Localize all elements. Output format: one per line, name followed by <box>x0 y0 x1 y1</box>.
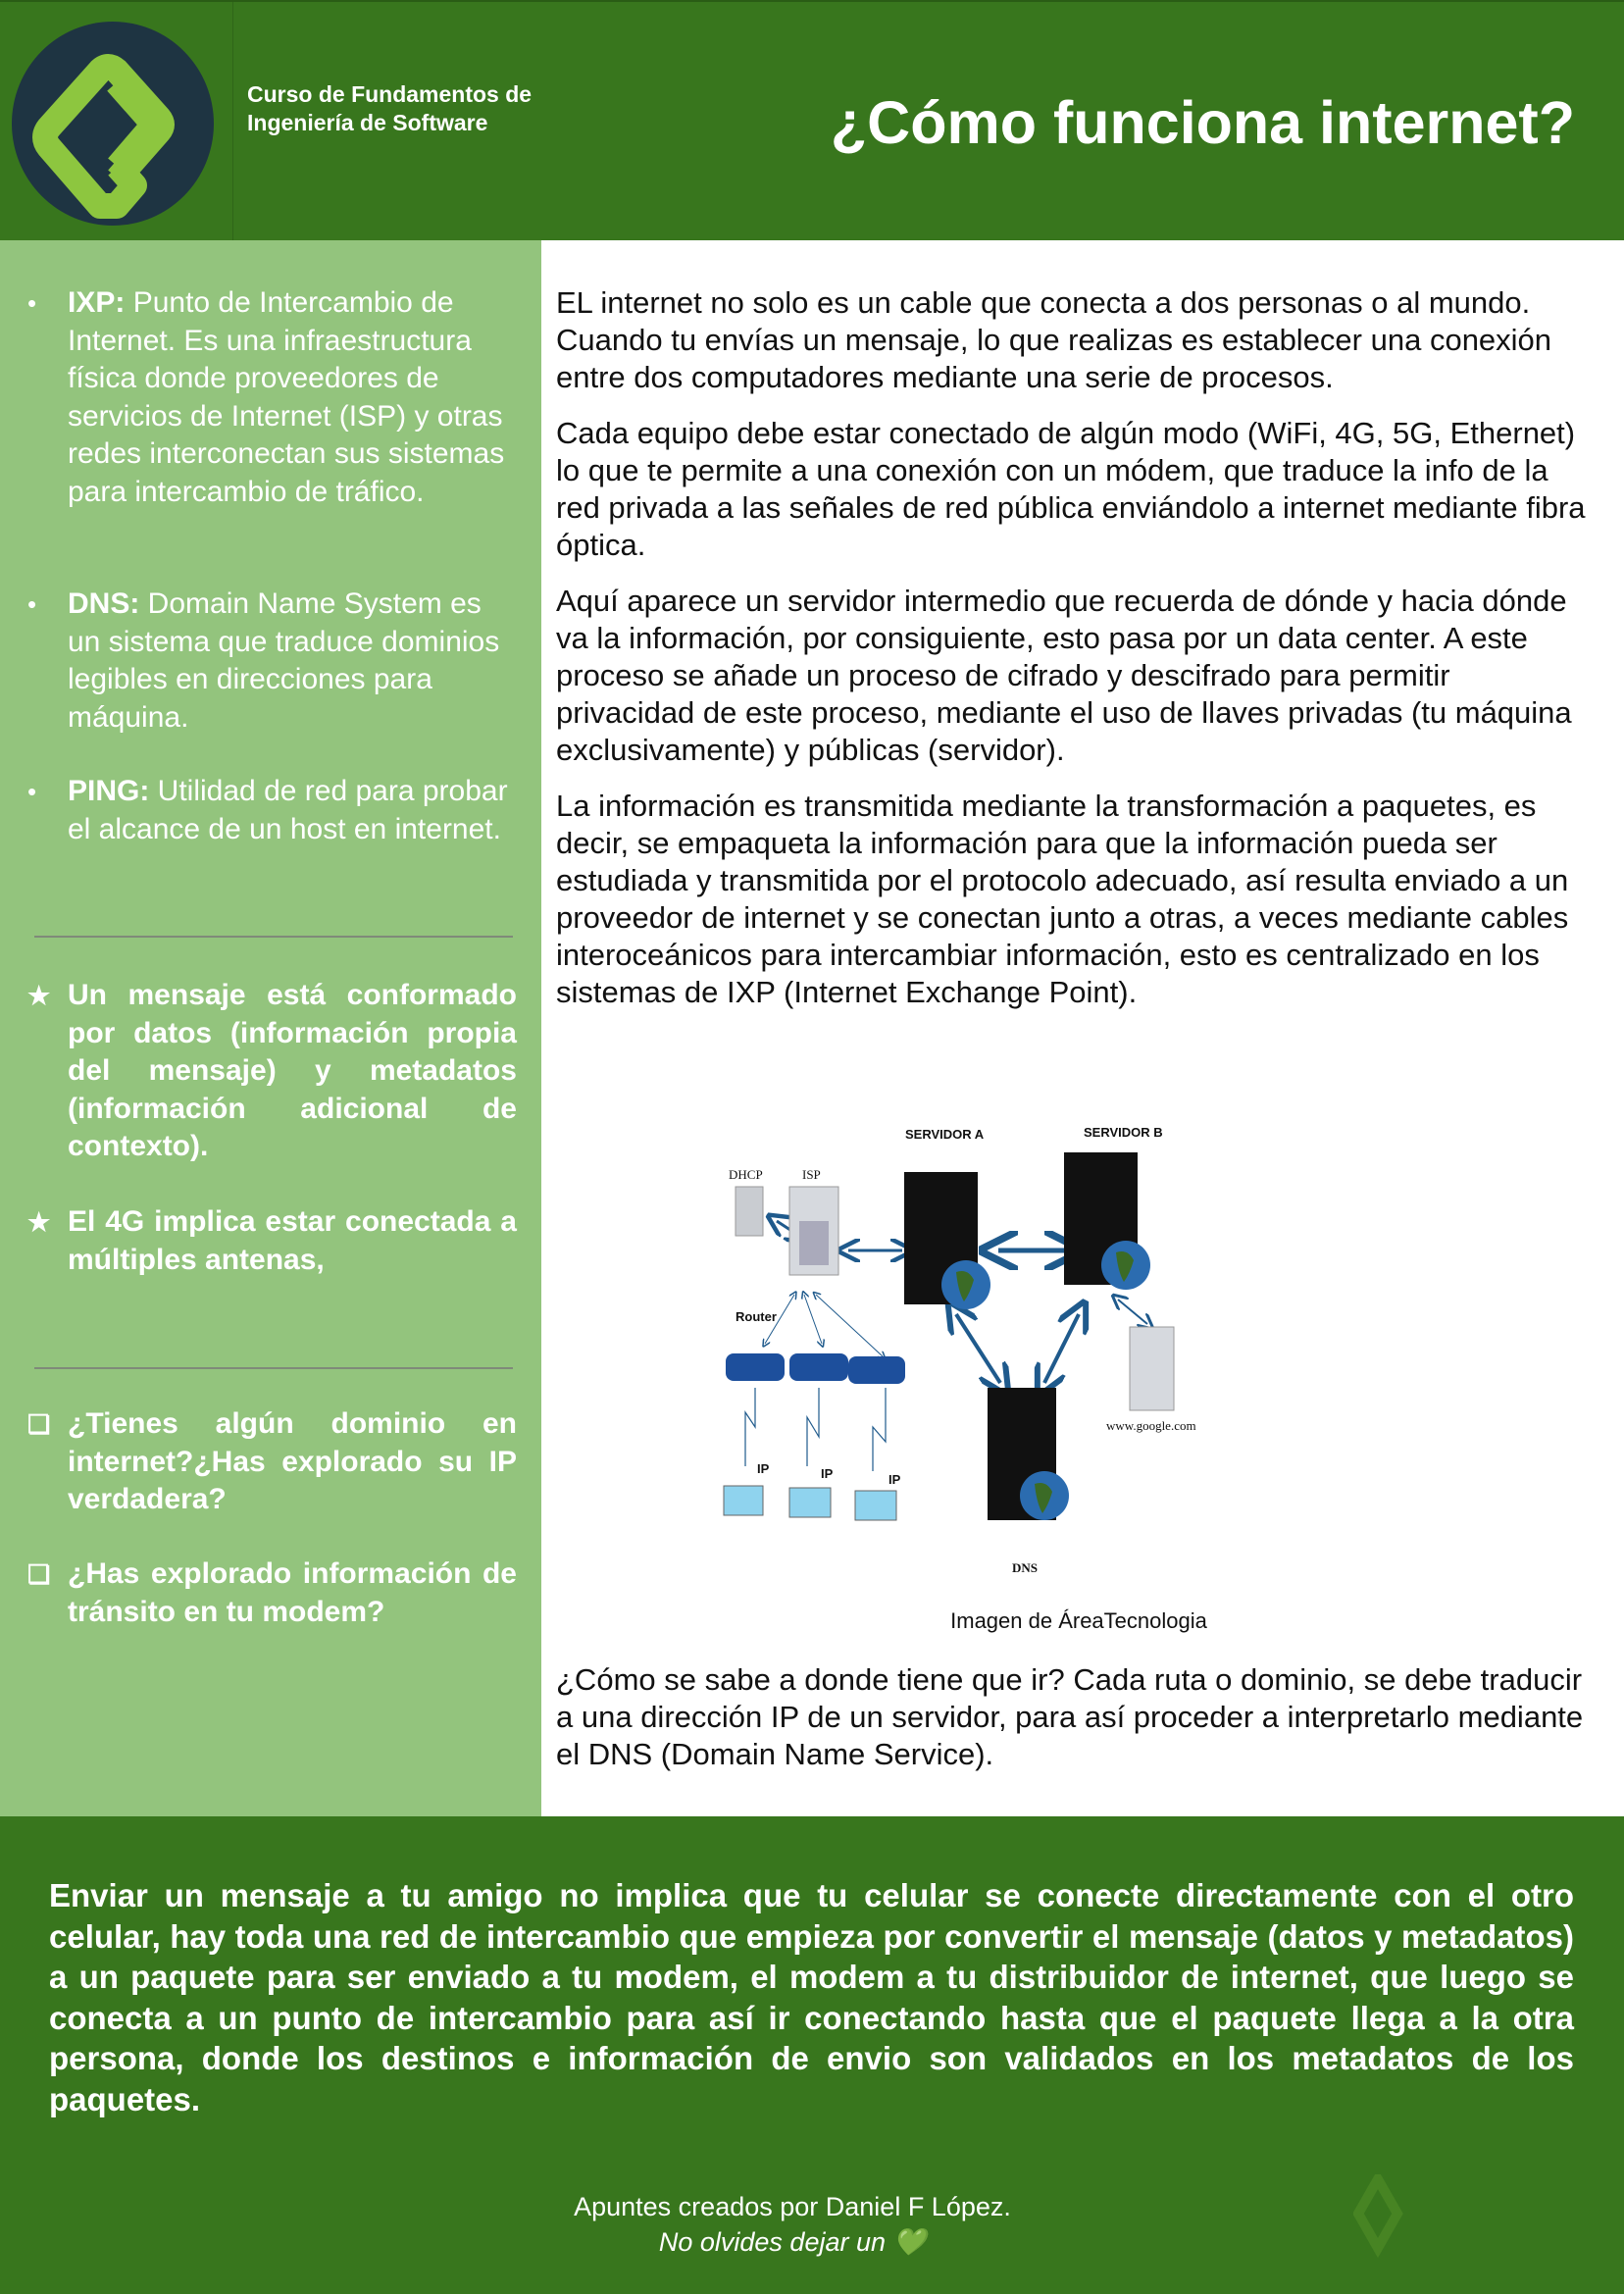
link-b-dns <box>1044 1314 1079 1383</box>
isp-server-icon <box>789 1187 838 1275</box>
network-diagram <box>706 1103 1451 1599</box>
divider <box>34 936 513 938</box>
google-server-icon <box>1130 1327 1174 1410</box>
header <box>0 0 1624 240</box>
figure-caption: Imagen de ÁreaTecnologia <box>950 1608 1207 1633</box>
label-google: www.google.com <box>1106 1418 1196 1433</box>
dhcp-server-icon <box>736 1187 763 1236</box>
paragraph: EL internet no solo es un cable que conecta a dos personas o al mundo. Cuando tu envías un mensaje, lo que realizas es establecer una conexión entre dos computadores mediante una serie de procesos. <box>556 285 1552 394</box>
definition-ixp <box>0 284 541 511</box>
router-icons <box>726 1353 905 1384</box>
bullet-icon: • <box>27 288 37 318</box>
header-divider <box>232 2 233 242</box>
term: DNS: <box>68 587 140 620</box>
link-a-dns <box>956 1314 1000 1383</box>
link-isp-router <box>804 1295 822 1344</box>
credit: Apuntes creados por Daniel F López. <box>574 2192 1011 2221</box>
definition-text: Domain Name System es un sistema que traduce dominios legibles en direcciones para máquina. <box>68 587 500 734</box>
main-content <box>556 284 1596 1030</box>
question-text: ¿Has explorado información de tránsito en tu modem? <box>68 1557 517 1628</box>
server-b-icon <box>1064 1152 1150 1290</box>
paragraph: Aquí aparece un servidor intermedio que recuerda de dónde y hacia dónde va la información, por consiguiente, esto pasa por un data center. A este proceso se añade un proceso de cifrado y descifrado para permitir privacidad de este proceso, mediante el uso de llaves privadas (tu máquina exclusivamente) y públicas (servidor). <box>556 584 1572 767</box>
link-isp-router <box>816 1295 883 1356</box>
definition-dns <box>0 586 541 737</box>
wireless-links <box>745 1388 886 1471</box>
question-item <box>0 1555 541 1631</box>
platzi-watermark <box>1353 2174 1608 2277</box>
divider <box>34 1367 513 1369</box>
question-item <box>0 1405 541 1519</box>
note-text: El 4G implica estar conectada a múltiples antenas, <box>68 1205 517 1276</box>
star-icon: ★ <box>27 981 51 1010</box>
dns-server-icon <box>988 1388 1069 1520</box>
term: IXP: <box>68 286 126 319</box>
definition-text: Utilidad de red para probar el alcance de un host en internet. <box>68 775 508 845</box>
sidebar <box>0 240 541 1816</box>
reminder-text: No olvides dejar un <box>658 2227 886 2257</box>
label-router: Router <box>736 1309 777 1324</box>
definition-text: Punto de Intercambio de Internet. Es una infraestructura física donde proveedores de servicios de Internet (ISP) y otras redes interconectan sus sistemas para intercambio de tráfico. <box>68 286 505 508</box>
bullet-icon: • <box>27 589 37 619</box>
heart-icon: 💚 <box>892 2227 927 2257</box>
label-dhcp: DHCP <box>729 1167 763 1182</box>
note-text: Un mensaje está conformado por datos (información propia del mensaje) y metadatos (información adicional de contexto). <box>68 979 517 1162</box>
reminder <box>0 2224 1585 2260</box>
logo-icon <box>12 22 214 226</box>
note-item <box>0 1203 541 1279</box>
checkbox-icon: ❏ <box>27 1559 51 1589</box>
footer <box>0 1816 1624 2294</box>
summary: Enviar un mensaje a tu amigo no implica que tu celular se conecte directamente con el otro celular, hay toda una red de intercambio que empieza por convertir el mensaje (datos y metadatos) a un paquete para ser enviado a tu modem, el modem a tu distribuidor de internet, que luego se conecta a un punto de intercambio para así ir conectando hasta que el paquete llega a la otra persona, donde los destinos e información de envio son validados en los metadatos de los paquetes. <box>49 1877 1574 2117</box>
closing-paragraph: ¿Cómo se sabe a donde tiene que ir? Cada ruta o dominio, se debe traducir a una dirección IP de un servidor, para así proceder a interpretarlo mediante el DNS (Domain Name Service). <box>556 1662 1584 1771</box>
label-ip: IP <box>757 1461 770 1476</box>
star-icon: ★ <box>27 1207 51 1237</box>
question-text: ¿Tienes algún dominio en internet?¿Has explorado su IP verdadera? <box>68 1407 517 1515</box>
definition-ping <box>0 773 541 848</box>
label-ip: IP <box>888 1472 901 1487</box>
course-name: Curso de Fundamentos de Ingeniería de Software <box>247 81 533 135</box>
checkbox-icon: ❏ <box>27 1409 51 1439</box>
course-logo <box>12 22 214 226</box>
page-title: ¿Cómo funciona internet? <box>830 89 1575 156</box>
note-item <box>0 977 541 1166</box>
link-b-google <box>1118 1300 1147 1324</box>
label-ip: IP <box>821 1466 834 1481</box>
paragraph: Cada equipo debe estar conectado de algún modo (WiFi, 4G, 5G, Ethernet) lo que te permite a una conexión con un módem, que traduce la info de la red privada a las señales de red pública enviándolo a internet mediante fibra óptica. <box>556 416 1586 562</box>
label-server-b: SERVIDOR B <box>1084 1125 1163 1140</box>
laptop-icons <box>724 1486 896 1520</box>
label-isp: ISP <box>802 1167 821 1182</box>
label-server-a: SERVIDOR A <box>905 1127 985 1142</box>
term: PING: <box>68 775 150 807</box>
label-dns: DNS <box>1012 1560 1039 1575</box>
paragraph: La información es transmitida mediante la transformación a paquetes, es decir, se empaqueta la información para que la información pueda ser estudiada y transmitida por el protocolo adecuado, así resulta enviado a un proveedor de internet y se conectan junto a otras, a veces mediante cables interoceánicos para intercambiar información, esto es centralizado en los sistemas de IXP (Internet Exchange Point). <box>556 789 1569 1009</box>
bullet-icon: • <box>27 777 37 806</box>
server-a-icon <box>904 1172 990 1309</box>
